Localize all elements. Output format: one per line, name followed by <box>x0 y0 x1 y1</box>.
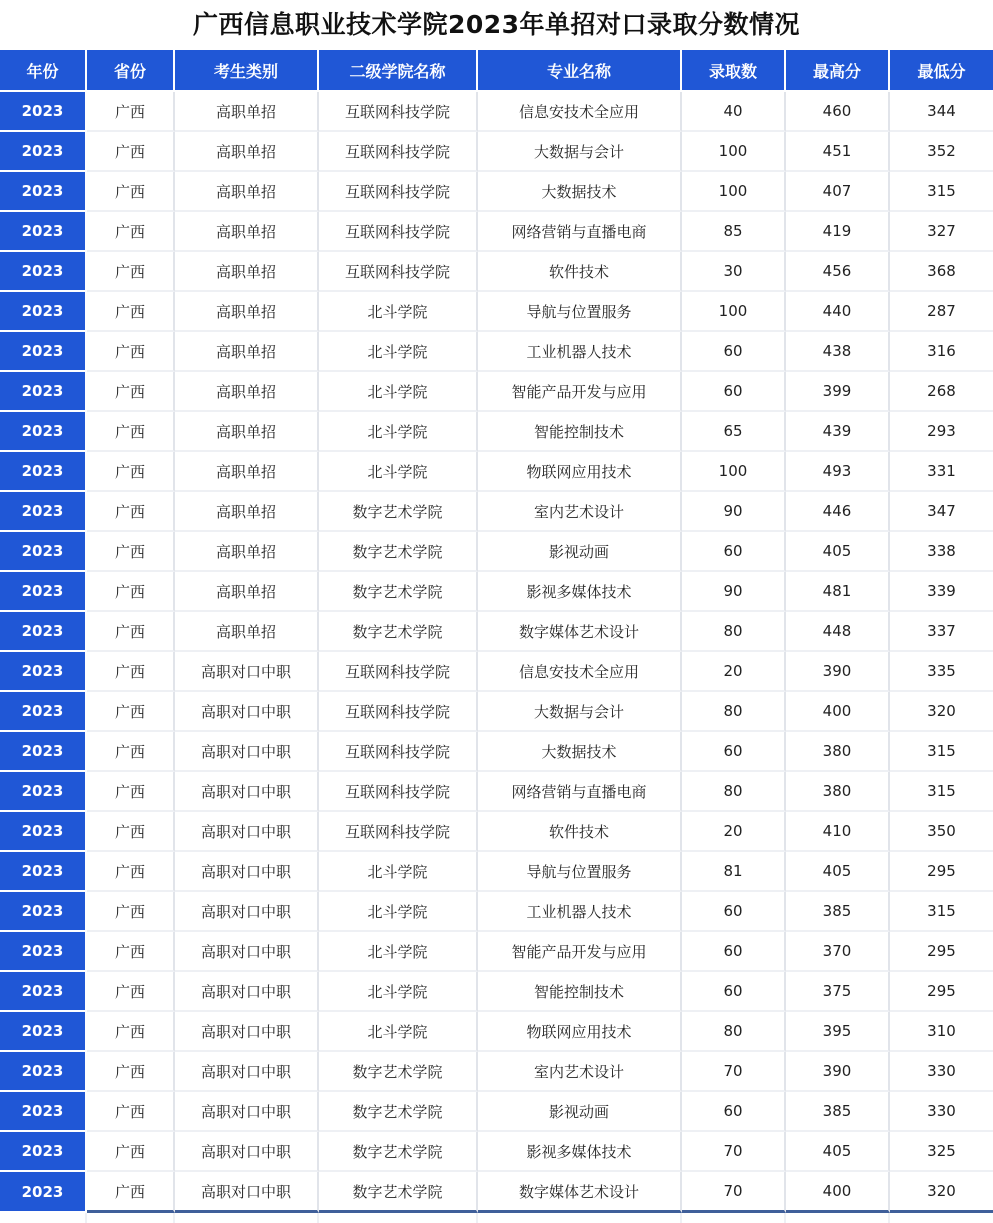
table-row <box>0 412 993 452</box>
cell-admitted-count: 70 <box>682 1132 786 1172</box>
cell-major-name: 工业机器人技术 <box>478 892 682 932</box>
cell-max-score: 385 <box>786 1092 890 1132</box>
cell-year: 2023 <box>0 452 87 492</box>
cell-major-name: 大数据技术 <box>478 172 682 212</box>
cell-student-category: 高职对口中职 <box>175 932 319 972</box>
cell-max-score: 405 <box>786 1132 890 1172</box>
cell-province: 广西 <box>87 1132 175 1172</box>
cell-major-name: 工业机器人技术 <box>478 332 682 372</box>
cell-major-name: 影视动画 <box>478 1092 682 1132</box>
cell-province: 广西 <box>87 772 175 812</box>
cell-year: 2023 <box>0 1092 87 1132</box>
table-row <box>0 652 993 692</box>
cell-year: 2023 <box>0 212 87 252</box>
cell-min-score: 293 <box>890 412 993 452</box>
cell-major-name: 室内艺术设计 <box>478 492 682 532</box>
cell-max-score: 405 <box>786 852 890 892</box>
cell-max-score: 385 <box>786 892 890 932</box>
cell-max-score: 419 <box>786 212 890 252</box>
cell-max-score: 481 <box>786 572 890 612</box>
cell-admitted-count: 60 <box>682 372 786 412</box>
cell-student-category: 高职单招 <box>175 532 319 572</box>
cell-province: 广西 <box>87 1052 175 1092</box>
cell-province: 广西 <box>87 92 175 132</box>
cell-school-name: 互联网科技学院 <box>319 172 478 212</box>
cell-admitted-count: 30 <box>682 252 786 292</box>
cell-year: 2023 <box>0 492 87 532</box>
cell-admitted-count: 60 <box>682 892 786 932</box>
cell-admitted-count: 60 <box>682 932 786 972</box>
cell-student-category: 高职对口中职 <box>175 732 319 772</box>
cell-year: 2023 <box>0 972 87 1012</box>
table-row <box>0 612 993 652</box>
cell-school-name: 互联网科技学院 <box>319 692 478 732</box>
cell-admitted-count: 90 <box>682 572 786 612</box>
table-row <box>0 372 993 412</box>
cell-province: 广西 <box>87 412 175 452</box>
table-row <box>0 812 993 852</box>
cell-province: 广西 <box>87 852 175 892</box>
cell-year: 2023 <box>0 172 87 212</box>
cell-school-name: 数字艺术学院 <box>319 572 478 612</box>
table-row <box>0 1132 993 1172</box>
cell-min-score: 295 <box>890 852 993 892</box>
cell-student-category: 高职对口中职 <box>175 1012 319 1052</box>
cell-admitted-count: 70 <box>682 1052 786 1092</box>
cell-admitted-count: 60 <box>682 732 786 772</box>
cell-min-score: 335 <box>890 652 993 692</box>
cell-province: 广西 <box>87 732 175 772</box>
cell-province: 广西 <box>87 1092 175 1132</box>
cell-student-category: 高职单招 <box>175 332 319 372</box>
cell-student-category: 高职对口中职 <box>175 852 319 892</box>
cell-student-category: 高职单招 <box>175 252 319 292</box>
cell-min-score: 347 <box>890 492 993 532</box>
cell-province: 广西 <box>87 212 175 252</box>
cell-year: 2023 <box>0 92 87 132</box>
cell-admitted-count: 80 <box>682 612 786 652</box>
cell-province: 广西 <box>87 292 175 332</box>
cell-province: 广西 <box>87 252 175 292</box>
cell-school-name: 数字艺术学院 <box>319 612 478 652</box>
table-row <box>0 532 993 572</box>
cell-min-score: 295 <box>890 932 993 972</box>
cell-school-name: 数字艺术学院 <box>319 532 478 572</box>
cell-province: 广西 <box>87 452 175 492</box>
cell-province: 广西 <box>87 612 175 652</box>
cell-school-name: 互联网科技学院 <box>319 212 478 252</box>
cell-admitted-count: 60 <box>682 972 786 1012</box>
cell-school-name: 数字艺术学院 <box>319 1052 478 1092</box>
cell-school-name: 互联网科技学院 <box>319 772 478 812</box>
cell-student-category: 高职单招 <box>175 92 319 132</box>
cell-min-score: 310 <box>890 1012 993 1052</box>
cell-major-name: 智能产品开发与应用 <box>478 372 682 412</box>
cell-student-category: 高职单招 <box>175 292 319 332</box>
cell-year: 2023 <box>0 572 87 612</box>
cell-admitted-count: 65 <box>682 412 786 452</box>
cell-min-score: 315 <box>890 892 993 932</box>
table-row <box>0 932 993 972</box>
cell-major-name: 大数据技术 <box>478 732 682 772</box>
cell-min-score: 315 <box>890 732 993 772</box>
cell-year: 2023 <box>0 732 87 772</box>
cell-min-score: 330 <box>890 1052 993 1092</box>
cell-school-name: 数字艺术学院 <box>319 1092 478 1132</box>
cell-year: 2023 <box>0 652 87 692</box>
cell-student-category: 高职单招 <box>175 132 319 172</box>
table-row <box>0 1012 993 1052</box>
cell-major-name: 物联网应用技术 <box>478 452 682 492</box>
cell-year: 2023 <box>0 292 87 332</box>
cell-year: 2023 <box>0 932 87 972</box>
cell-year: 2023 <box>0 772 87 812</box>
cell-max-score: 400 <box>786 692 890 732</box>
cell-max-score: 390 <box>786 1052 890 1092</box>
cell-min-score: 315 <box>890 772 993 812</box>
cell-major-name: 软件技术 <box>478 252 682 292</box>
cell-major-name: 大数据与会计 <box>478 692 682 732</box>
cell-admitted-count: 60 <box>682 332 786 372</box>
cell-school-name: 北斗学院 <box>319 452 478 492</box>
table-row <box>0 492 993 532</box>
cell-province: 广西 <box>87 652 175 692</box>
cell-student-category: 高职对口中职 <box>175 652 319 692</box>
cell-school-name: 北斗学院 <box>319 1012 478 1052</box>
cell-admitted-count: 20 <box>682 652 786 692</box>
cell-min-score: 316 <box>890 332 993 372</box>
cell-year: 2023 <box>0 1012 87 1052</box>
cell-major-name: 导航与位置服务 <box>478 292 682 332</box>
cell-max-score: 407 <box>786 172 890 212</box>
cell-student-category: 高职对口中职 <box>175 812 319 852</box>
cell-admitted-count: 60 <box>682 532 786 572</box>
cell-student-category: 高职单招 <box>175 492 319 532</box>
cell-max-score: 448 <box>786 612 890 652</box>
cell-major-name: 影视动画 <box>478 532 682 572</box>
cell-student-category: 高职单招 <box>175 572 319 612</box>
cell-min-score: 338 <box>890 532 993 572</box>
cell-year: 2023 <box>0 252 87 292</box>
column-header-province: 省份 <box>87 50 175 92</box>
gridline <box>0 1213 87 1223</box>
cell-major-name: 大数据与会计 <box>478 132 682 172</box>
cell-year: 2023 <box>0 1052 87 1092</box>
table-row <box>0 1092 993 1132</box>
cell-student-category: 高职单招 <box>175 612 319 652</box>
cell-province: 广西 <box>87 372 175 412</box>
cell-school-name: 北斗学院 <box>319 292 478 332</box>
cell-year: 2023 <box>0 1172 87 1213</box>
cell-admitted-count: 80 <box>682 772 786 812</box>
cell-province: 广西 <box>87 892 175 932</box>
table-row <box>0 692 993 732</box>
gridline <box>478 1213 682 1223</box>
cell-student-category: 高职单招 <box>175 212 319 252</box>
cell-student-category: 高职对口中职 <box>175 972 319 1012</box>
cell-year: 2023 <box>0 692 87 732</box>
table-row <box>0 132 993 172</box>
cell-min-score: 339 <box>890 572 993 612</box>
cell-admitted-count: 20 <box>682 812 786 852</box>
cell-major-name: 智能控制技术 <box>478 412 682 452</box>
cell-school-name: 北斗学院 <box>319 412 478 452</box>
cell-school-name: 北斗学院 <box>319 332 478 372</box>
cell-student-category: 高职单招 <box>175 372 319 412</box>
cell-province: 广西 <box>87 332 175 372</box>
cell-school-name: 互联网科技学院 <box>319 652 478 692</box>
cell-max-score: 400 <box>786 1172 890 1213</box>
cell-max-score: 460 <box>786 92 890 132</box>
cell-province: 广西 <box>87 1172 175 1213</box>
table-row <box>0 732 993 772</box>
cell-admitted-count: 80 <box>682 692 786 732</box>
cell-admitted-count: 100 <box>682 172 786 212</box>
cell-province: 广西 <box>87 492 175 532</box>
cell-admitted-count: 85 <box>682 212 786 252</box>
column-header-admitted-count: 录取数 <box>682 50 786 92</box>
cell-admitted-count: 100 <box>682 292 786 332</box>
cell-major-name: 信息安技术全应用 <box>478 652 682 692</box>
cell-min-score: 268 <box>890 372 993 412</box>
cell-province: 广西 <box>87 532 175 572</box>
cell-province: 广西 <box>87 132 175 172</box>
gridline <box>786 1213 890 1223</box>
cell-major-name: 智能控制技术 <box>478 972 682 1012</box>
cell-province: 广西 <box>87 972 175 1012</box>
gridline <box>682 1213 786 1223</box>
cell-max-score: 493 <box>786 452 890 492</box>
cell-school-name: 北斗学院 <box>319 932 478 972</box>
cell-year: 2023 <box>0 612 87 652</box>
cell-max-score: 410 <box>786 812 890 852</box>
table-row <box>0 1172 993 1213</box>
table-row <box>0 1052 993 1092</box>
cell-max-score: 399 <box>786 372 890 412</box>
cell-school-name: 北斗学院 <box>319 852 478 892</box>
cell-school-name: 互联网科技学院 <box>319 252 478 292</box>
cell-admitted-count: 100 <box>682 132 786 172</box>
cell-admitted-count: 80 <box>682 1012 786 1052</box>
cell-admitted-count: 60 <box>682 1092 786 1132</box>
table-row <box>0 772 993 812</box>
cell-min-score: 320 <box>890 692 993 732</box>
cell-year: 2023 <box>0 132 87 172</box>
table-row <box>0 972 993 1012</box>
cell-year: 2023 <box>0 1132 87 1172</box>
cell-major-name: 影视多媒体技术 <box>478 1132 682 1172</box>
cell-province: 广西 <box>87 172 175 212</box>
cell-major-name: 数字媒体艺术设计 <box>478 1172 682 1213</box>
cell-student-category: 高职对口中职 <box>175 1132 319 1172</box>
cell-min-score: 350 <box>890 812 993 852</box>
cell-min-score: 327 <box>890 212 993 252</box>
cell-major-name: 室内艺术设计 <box>478 1052 682 1092</box>
cell-school-name: 互联网科技学院 <box>319 732 478 772</box>
cell-major-name: 物联网应用技术 <box>478 1012 682 1052</box>
cell-school-name: 北斗学院 <box>319 972 478 1012</box>
cell-min-score: 295 <box>890 972 993 1012</box>
cell-year: 2023 <box>0 412 87 452</box>
cell-school-name: 数字艺术学院 <box>319 1172 478 1213</box>
cell-min-score: 337 <box>890 612 993 652</box>
column-header-major-name: 专业名称 <box>478 50 682 92</box>
cell-year: 2023 <box>0 812 87 852</box>
cell-min-score: 352 <box>890 132 993 172</box>
cell-student-category: 高职单招 <box>175 172 319 212</box>
cell-max-score: 390 <box>786 652 890 692</box>
admission-scores-table <box>0 50 993 1213</box>
gridline <box>87 1213 175 1223</box>
cell-min-score: 287 <box>890 292 993 332</box>
cell-min-score: 344 <box>890 92 993 132</box>
cell-major-name: 数字媒体艺术设计 <box>478 612 682 652</box>
table-row <box>0 452 993 492</box>
cell-student-category: 高职对口中职 <box>175 1172 319 1213</box>
cell-province: 广西 <box>87 1012 175 1052</box>
table-bottom-gridlines <box>0 1213 993 1223</box>
cell-school-name: 互联网科技学院 <box>319 132 478 172</box>
cell-student-category: 高职对口中职 <box>175 892 319 932</box>
table-body <box>0 92 993 1213</box>
cell-max-score: 380 <box>786 732 890 772</box>
column-header-student-category: 考生类别 <box>175 50 319 92</box>
table-row <box>0 92 993 132</box>
table-row <box>0 292 993 332</box>
cell-max-score: 380 <box>786 772 890 812</box>
cell-student-category: 高职对口中职 <box>175 692 319 732</box>
cell-student-category: 高职单招 <box>175 452 319 492</box>
table-row <box>0 852 993 892</box>
cell-admitted-count: 70 <box>682 1172 786 1213</box>
cell-student-category: 高职对口中职 <box>175 1052 319 1092</box>
cell-province: 广西 <box>87 932 175 972</box>
table-row <box>0 572 993 612</box>
table-row <box>0 892 993 932</box>
cell-major-name: 网络营销与直播电商 <box>478 212 682 252</box>
cell-school-name: 数字艺术学院 <box>319 1132 478 1172</box>
column-header-min-score: 最低分 <box>890 50 993 92</box>
table-header-row <box>0 50 993 92</box>
cell-min-score: 315 <box>890 172 993 212</box>
cell-student-category: 高职对口中职 <box>175 1092 319 1132</box>
cell-province: 广西 <box>87 572 175 612</box>
cell-major-name: 智能产品开发与应用 <box>478 932 682 972</box>
cell-school-name: 北斗学院 <box>319 372 478 412</box>
cell-min-score: 330 <box>890 1092 993 1132</box>
cell-max-score: 439 <box>786 412 890 452</box>
cell-max-score: 456 <box>786 252 890 292</box>
cell-max-score: 438 <box>786 332 890 372</box>
cell-province: 广西 <box>87 812 175 852</box>
cell-admitted-count: 90 <box>682 492 786 532</box>
cell-major-name: 网络营销与直播电商 <box>478 772 682 812</box>
cell-major-name: 软件技术 <box>478 812 682 852</box>
column-header-year: 年份 <box>0 50 87 92</box>
cell-max-score: 446 <box>786 492 890 532</box>
cell-student-category: 高职对口中职 <box>175 772 319 812</box>
cell-school-name: 互联网科技学院 <box>319 812 478 852</box>
cell-year: 2023 <box>0 532 87 572</box>
cell-year: 2023 <box>0 852 87 892</box>
cell-school-name: 北斗学院 <box>319 892 478 932</box>
page-title: 广西信息职业技术学院2023年单招对口录取分数情况 <box>192 10 801 39</box>
cell-school-name: 互联网科技学院 <box>319 92 478 132</box>
cell-student-category: 高职单招 <box>175 412 319 452</box>
cell-school-name: 数字艺术学院 <box>319 492 478 532</box>
cell-max-score: 395 <box>786 1012 890 1052</box>
cell-admitted-count: 81 <box>682 852 786 892</box>
cell-year: 2023 <box>0 892 87 932</box>
cell-major-name: 影视多媒体技术 <box>478 572 682 612</box>
gridline <box>319 1213 478 1223</box>
cell-province: 广西 <box>87 692 175 732</box>
cell-min-score: 325 <box>890 1132 993 1172</box>
cell-max-score: 451 <box>786 132 890 172</box>
cell-major-name: 导航与位置服务 <box>478 852 682 892</box>
cell-max-score: 405 <box>786 532 890 572</box>
cell-major-name: 信息安技术全应用 <box>478 92 682 132</box>
cell-admitted-count: 100 <box>682 452 786 492</box>
cell-year: 2023 <box>0 332 87 372</box>
cell-max-score: 440 <box>786 292 890 332</box>
table-row <box>0 332 993 372</box>
table-row <box>0 172 993 212</box>
table-row <box>0 212 993 252</box>
cell-min-score: 331 <box>890 452 993 492</box>
cell-admitted-count: 40 <box>682 92 786 132</box>
column-header-school-name: 二级学院名称 <box>319 50 478 92</box>
cell-max-score: 375 <box>786 972 890 1012</box>
cell-max-score: 370 <box>786 932 890 972</box>
cell-year: 2023 <box>0 372 87 412</box>
table-row <box>0 252 993 292</box>
cell-min-score: 368 <box>890 252 993 292</box>
column-header-max-score: 最高分 <box>786 50 890 92</box>
gridline <box>175 1213 319 1223</box>
cell-min-score: 320 <box>890 1172 993 1213</box>
